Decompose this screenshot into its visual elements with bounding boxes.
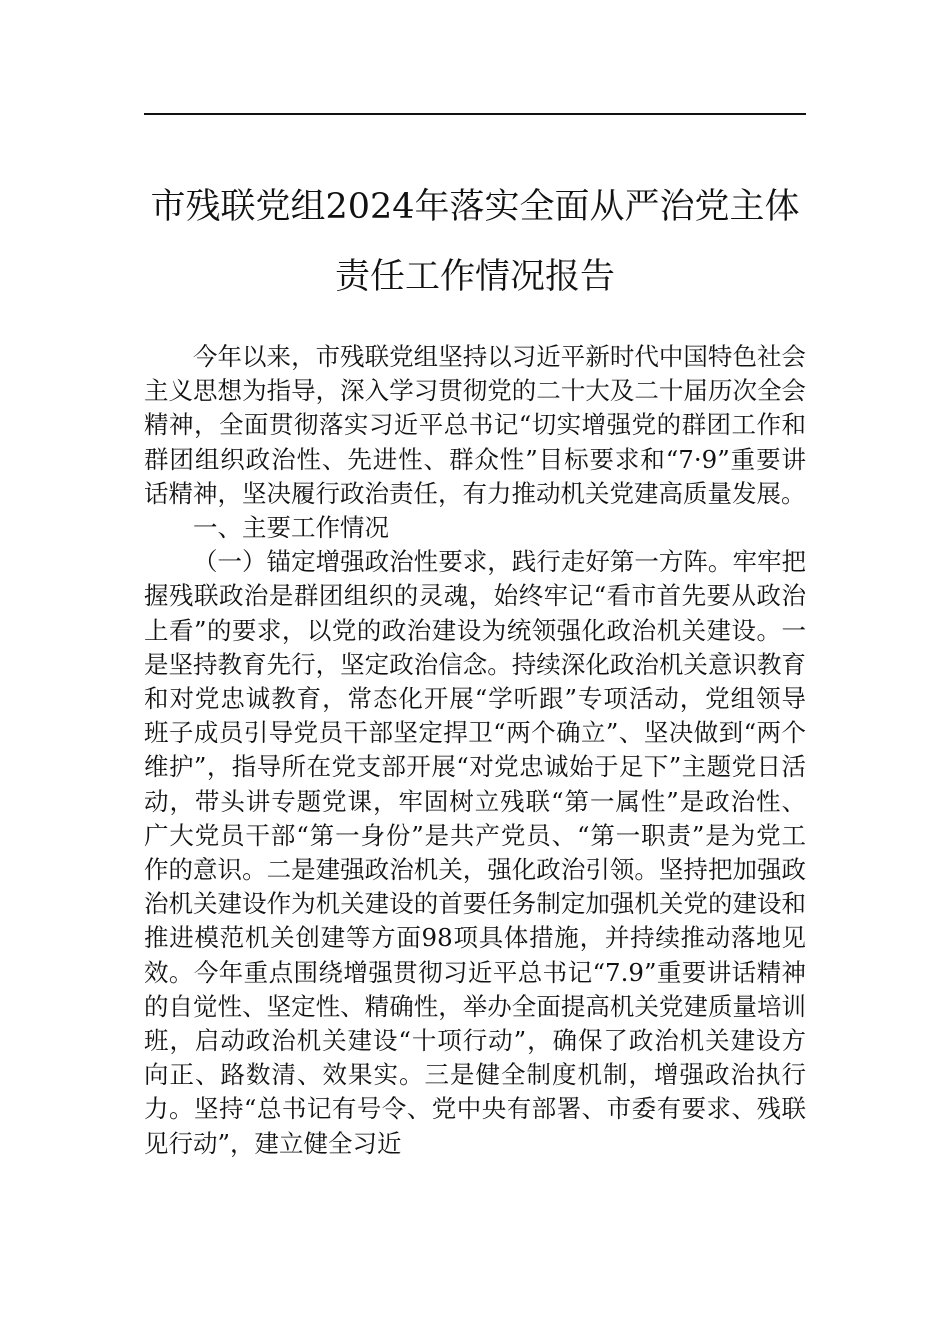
intro-paragraph: 今年以来，市残联党组坚持以习近平新时代中国特色社会主义思想为指导，深入学习贯彻党的二十大及二十届历次全会精神，全面贯彻落实习近平总书记“切实增强党的群团工作和群团组织政治性、先进性、群众性”目标要求和“7·9”重要讲话精神，坚决履行政治责任，有力推动机关党建高质量发展。 xyxy=(144,342,806,508)
document-title xyxy=(118,172,832,312)
header-rule xyxy=(144,113,806,115)
section-paragraph: （一）锚定增强政治性要求，践行走好第一方阵。牢牢把握残联政治是群团组织的灵魂，始终牢记“看市首先要从政治上看”的要求，以党的政治建设为统领强化政治机关建设。一是坚持教育先行，坚定政治信念。持续深化政治机关意识教育和对党忠诚教育，常态化开展“学听跟”专项活动，党组领导班子成员引导党员干部坚定捍卫“两个确立”、坚决做到“两个维护”，指导所在党支部开展“对党忠诚始于足下”主题党日活动，带头讲专题党课，牢固树立残联“第一属性”是政治性、广大党员干部“第一身份”是共产党员、“第一职责”是为党工作的意识。二是建强政治机关，强化政治引领。坚持把加强政治机关建设作为机关建设的首要任务制定加强机关党的建设和推进模范机关创建等方面98项具体措施，并持续推动落地见效。今年重点围绕增强贯彻习近平总书记“7.9”重要讲话精神的自觉性、坚定性、精确性，举办全面提高机关党建质量培训班，启动政治机关建设“十项行动”，确保了政治机关建设方向正、路数清、效果实。三是健全制度机制，增强政治执行力。坚持“总书记有号令、党中央有部署、市委有要求、残联见行动”，建立健全习近 xyxy=(144,547,806,1158)
title-line-1: 市残联党组2024年落实全面从严治党主体 xyxy=(150,187,800,227)
title-line-2: 责任工作情况报告 xyxy=(334,257,615,297)
section-heading: 一、主要工作情况 xyxy=(193,513,389,543)
document-body xyxy=(144,340,806,1161)
